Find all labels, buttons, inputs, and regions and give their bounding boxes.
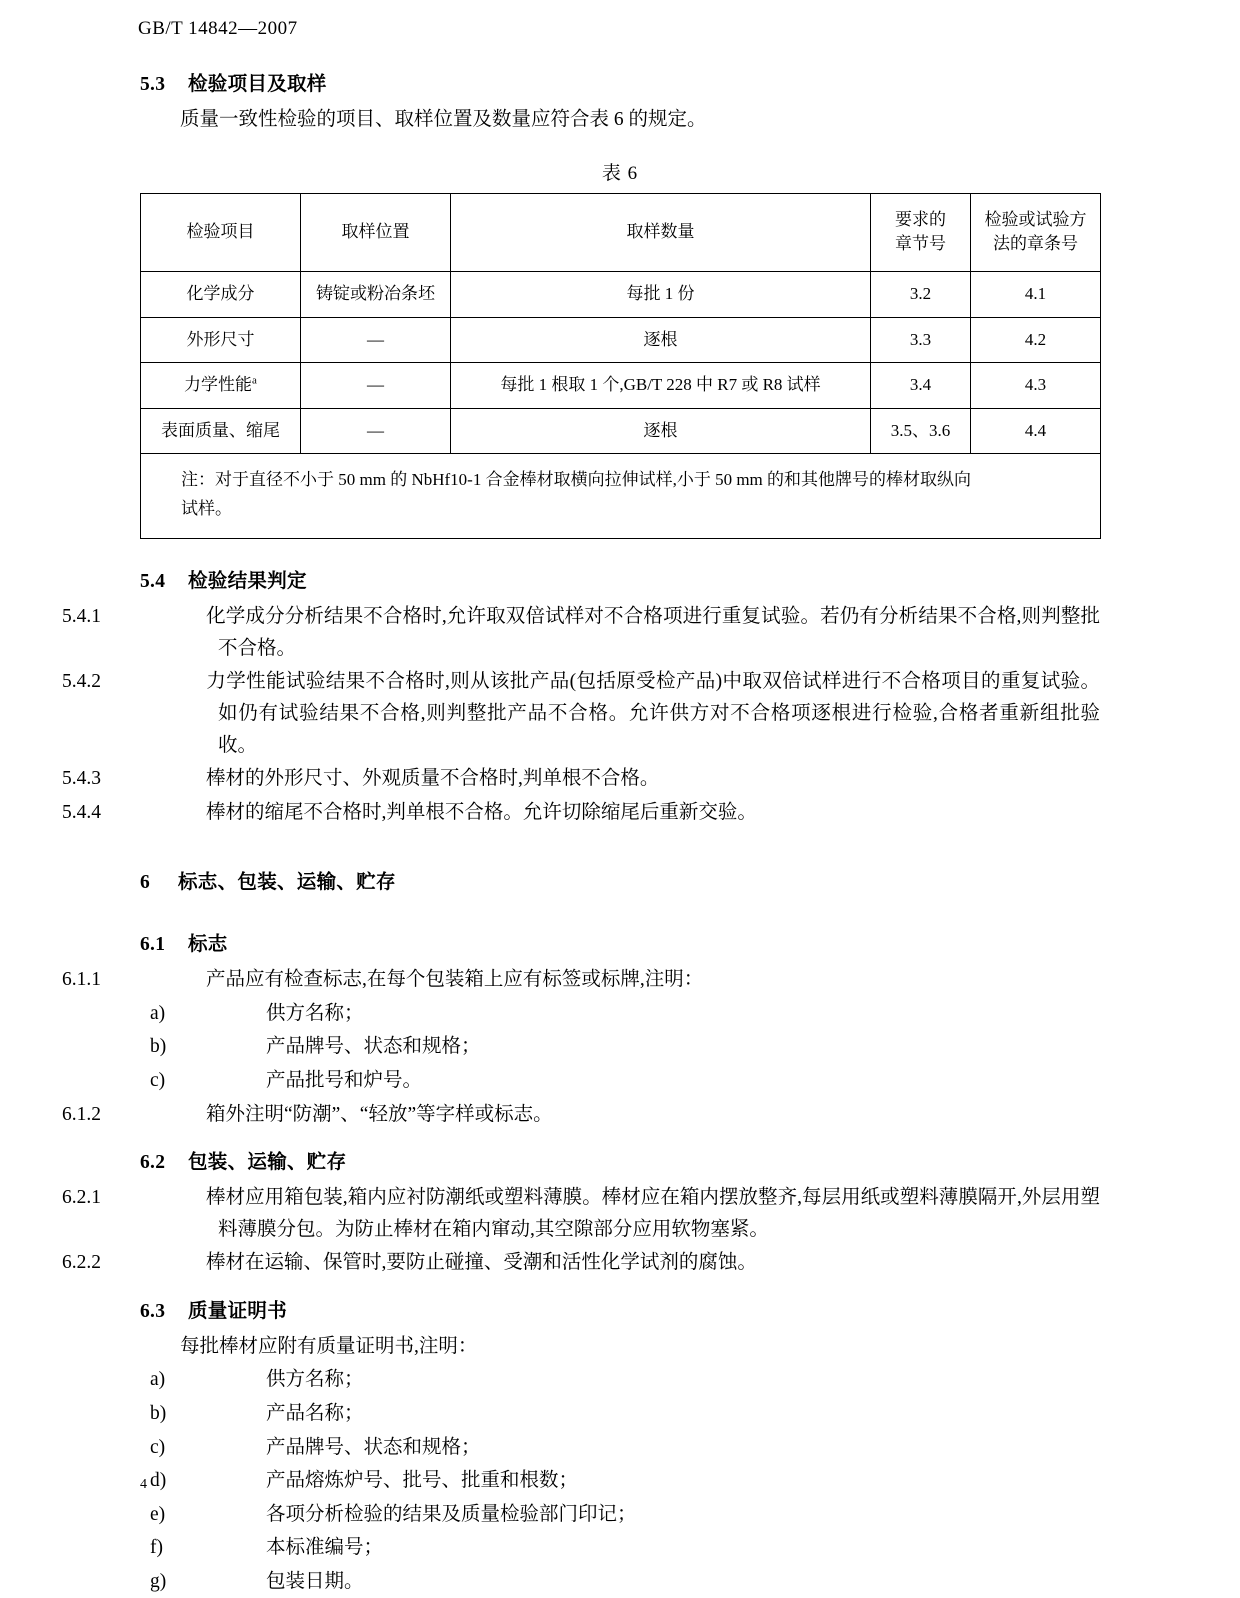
list-marker: g) (150, 1570, 167, 1592)
clause-5-4-3-number: 5.4.3 (62, 768, 101, 790)
clause-6-1-2 (62, 1099, 1100, 1131)
table-note-line1: 注：对于直径不小于 50 mm 的 NbHf10-1 合金棒材取横向拉伸试样,小于 50 mm 的和其他牌号的棒材取纵向 (181, 470, 972, 490)
clause-6-1-2-number: 6.1.2 (62, 1103, 101, 1125)
table-6-caption: 表 6 (601, 162, 639, 184)
cell-position: — (301, 363, 451, 409)
table-header-clause (871, 193, 971, 271)
cell-clause: 3.5、3.6 (871, 408, 971, 454)
clause-6-2-1 (62, 1182, 1100, 1245)
list-item (140, 1031, 1100, 1063)
heading-6-number: 6 (140, 872, 151, 894)
table-note (141, 454, 1101, 539)
cell-method: 4.4 (971, 408, 1101, 454)
clause-6-2-2-text: 棒材在运输、保管时,要防止碰撞、受潮和活性化学试剂的腐蚀。 (206, 1252, 757, 1274)
table-row (141, 363, 1101, 409)
heading-5-4-title: 检验结果判定 (188, 571, 307, 593)
clause-6-2-2 (62, 1247, 1100, 1279)
list-text: 供方名称； (266, 1369, 364, 1391)
heading-5-3-title: 检验项目及取样 (188, 74, 327, 95)
heading-6-3-title: 质量证明书 (188, 1300, 288, 1322)
heading-6-1 (140, 928, 1100, 956)
clause-6-2-2-number: 6.2.2 (62, 1252, 101, 1274)
cell-quantity: 逐根 (451, 408, 871, 454)
list-marker: e) (150, 1503, 166, 1525)
list-text: 各项分析检验的结果及质量检验部门印记； (266, 1503, 637, 1525)
table-header-method-line2: 法的章条号 (993, 234, 1078, 254)
heading-6-2-number: 6.2 (140, 1152, 166, 1174)
cell-quantity: 每批 1 份 (451, 271, 871, 317)
list-text: 包装日期。 (266, 1570, 364, 1592)
cell-position: — (301, 317, 451, 363)
paragraph-5-3: 质量一致性检验的项目、取样位置及数量应符合表 6 的规定。 (180, 109, 707, 130)
heading-6-1-number: 6.1 (140, 934, 166, 956)
clause-5-4-4-text: 棒材的缩尾不合格时,判单根不合格。允许切除缩尾后重新交验。 (206, 801, 757, 823)
table-header-method-line1: 检验或试验方 (984, 209, 1087, 229)
cell-position: — (301, 408, 451, 454)
clause-5-4-1-text: 化学成分分析结果不合格时,允许取双倍试样对不合格项进行重复试验。若仍有分析结果不合格,则判整批不合格。 (206, 606, 1100, 659)
list-text: 供方名称； (266, 1002, 364, 1024)
table-note-line2: 试样。 (181, 499, 232, 519)
list-item (140, 1065, 1100, 1097)
clause-5-4-2-text: 力学性能试验结果不合格时,则从该批产品(包括原受检产品)中取双倍试样进行不合格项目的重复试验。如仍有试验结果不合格,则判整批产品不合格。允许供方对不合格项逐根进行检验,合格者重新组批验收。 (206, 671, 1100, 756)
table-row (141, 408, 1101, 454)
list-item (140, 1465, 1100, 1497)
cell-clause: 3.2 (871, 271, 971, 317)
cell-method: 4.2 (971, 317, 1101, 363)
clause-5-4-4 (62, 797, 1100, 829)
page-number: 4 (140, 1477, 147, 1492)
table-header-clause-line1: 要求的 (895, 209, 946, 229)
heading-6-2 (140, 1146, 1100, 1174)
clause-5-4-3 (62, 763, 1100, 795)
clause-6-1-1 (62, 964, 1100, 996)
clause-6-2-1-number: 6.2.1 (62, 1187, 101, 1209)
heading-6-2-title: 包装、运输、贮存 (188, 1152, 347, 1174)
clause-6-2-1-text: 棒材应用箱包装,箱内应衬防潮纸或塑料薄膜。棒材应在箱内摆放整齐,每层用纸或塑料薄膜隔开,外层用塑料薄膜分包。为防止棒材在箱内窜动,其空隙部分应用软物塞紧。 (206, 1187, 1100, 1240)
clause-5-4-1-number: 5.4.1 (62, 606, 101, 628)
clause-5-4-1 (62, 601, 1100, 664)
list-marker: a) (150, 1369, 166, 1391)
list-item (140, 998, 1100, 1030)
table-header-position: 取样位置 (301, 193, 451, 271)
clause-5-4-3-text: 棒材的外形尺寸、外观质量不合格时,判单根不合格。 (206, 768, 660, 790)
list-item (140, 1432, 1100, 1464)
table-row (141, 271, 1101, 317)
heading-5-3-number: 5.3 (140, 74, 166, 95)
list-marker: f) (150, 1537, 163, 1559)
cell-clause: 3.3 (871, 317, 971, 363)
clause-6-1-1-text: 产品应有检查标志,在每个包装箱上应有标签或标牌,注明： (206, 969, 704, 991)
table-6 (140, 193, 1101, 540)
clause-6-1-1-number: 6.1.1 (62, 969, 101, 991)
cell-position: 铸锭或粉冶条坯 (301, 271, 451, 317)
table-row (141, 317, 1101, 363)
list-marker: a) (150, 1002, 166, 1024)
list-marker: c) (150, 1436, 166, 1458)
table-header-quantity: 取样数量 (451, 193, 871, 271)
table-header-clause-line2: 章节号 (895, 234, 946, 254)
table-header-item: 检验项目 (141, 193, 301, 271)
list-item (140, 1532, 1100, 1564)
list-item (140, 1398, 1100, 1430)
list-text: 本标准编号； (266, 1537, 384, 1559)
list-marker: d) (150, 1470, 167, 1492)
heading-6-3 (140, 1295, 1100, 1323)
list-text: 产品牌号、状态和规格； (266, 1436, 481, 1458)
cell-clause: 3.4 (871, 363, 971, 409)
list-marker: b) (150, 1036, 167, 1058)
list-item (140, 1499, 1100, 1531)
heading-5-4-number: 5.4 (140, 571, 166, 593)
table-header-row (141, 193, 1101, 271)
list-text: 产品牌号、状态和规格； (266, 1036, 481, 1058)
cell-item-footnote-marker: a (252, 374, 257, 387)
heading-6-1-title: 标志 (188, 934, 228, 956)
list-text: 产品熔炼炉号、批号、批重和根数； (266, 1470, 579, 1492)
heading-6-title: 标志、包装、运输、贮存 (178, 872, 396, 894)
list-text: 产品名称； (266, 1403, 364, 1425)
list-item (140, 1364, 1100, 1396)
cell-quantity: 每批 1 根取 1 个,GB/T 228 中 R7 或 R8 试样 (451, 363, 871, 409)
cell-quantity: 逐根 (451, 317, 871, 363)
cell-method: 4.3 (971, 363, 1101, 409)
table-note-row (141, 454, 1101, 539)
paragraph-6-3: 每批棒材应附有质量证明书,注明： (180, 1335, 478, 1357)
heading-6-3-number: 6.3 (140, 1300, 166, 1322)
clause-5-4-2 (62, 666, 1100, 761)
list-marker: b) (150, 1403, 167, 1425)
table-header-method (971, 193, 1101, 271)
cell-item: 外形尺寸 (141, 317, 301, 363)
page-header-standard-code: GB/T 14842—2007 (138, 18, 298, 39)
list-marker: c) (150, 1069, 166, 1091)
clause-5-4-4-number: 5.4.4 (62, 801, 101, 823)
heading-6 (140, 866, 1100, 894)
cell-item (141, 363, 301, 409)
list-text: 产品批号和炉号。 (266, 1069, 423, 1091)
heading-5-4 (140, 565, 1100, 593)
heading-5-3 (140, 68, 1100, 96)
cell-item: 表面质量、缩尾 (141, 408, 301, 454)
clause-5-4-2-number: 5.4.2 (62, 671, 101, 693)
cell-item-text: 力学性能 (184, 375, 253, 395)
list-item (140, 1566, 1100, 1598)
clause-6-1-2-text: 箱外注明“防潮”、“轻放”等字样或标志。 (206, 1103, 553, 1125)
cell-item: 化学成分 (141, 271, 301, 317)
cell-method: 4.1 (971, 271, 1101, 317)
